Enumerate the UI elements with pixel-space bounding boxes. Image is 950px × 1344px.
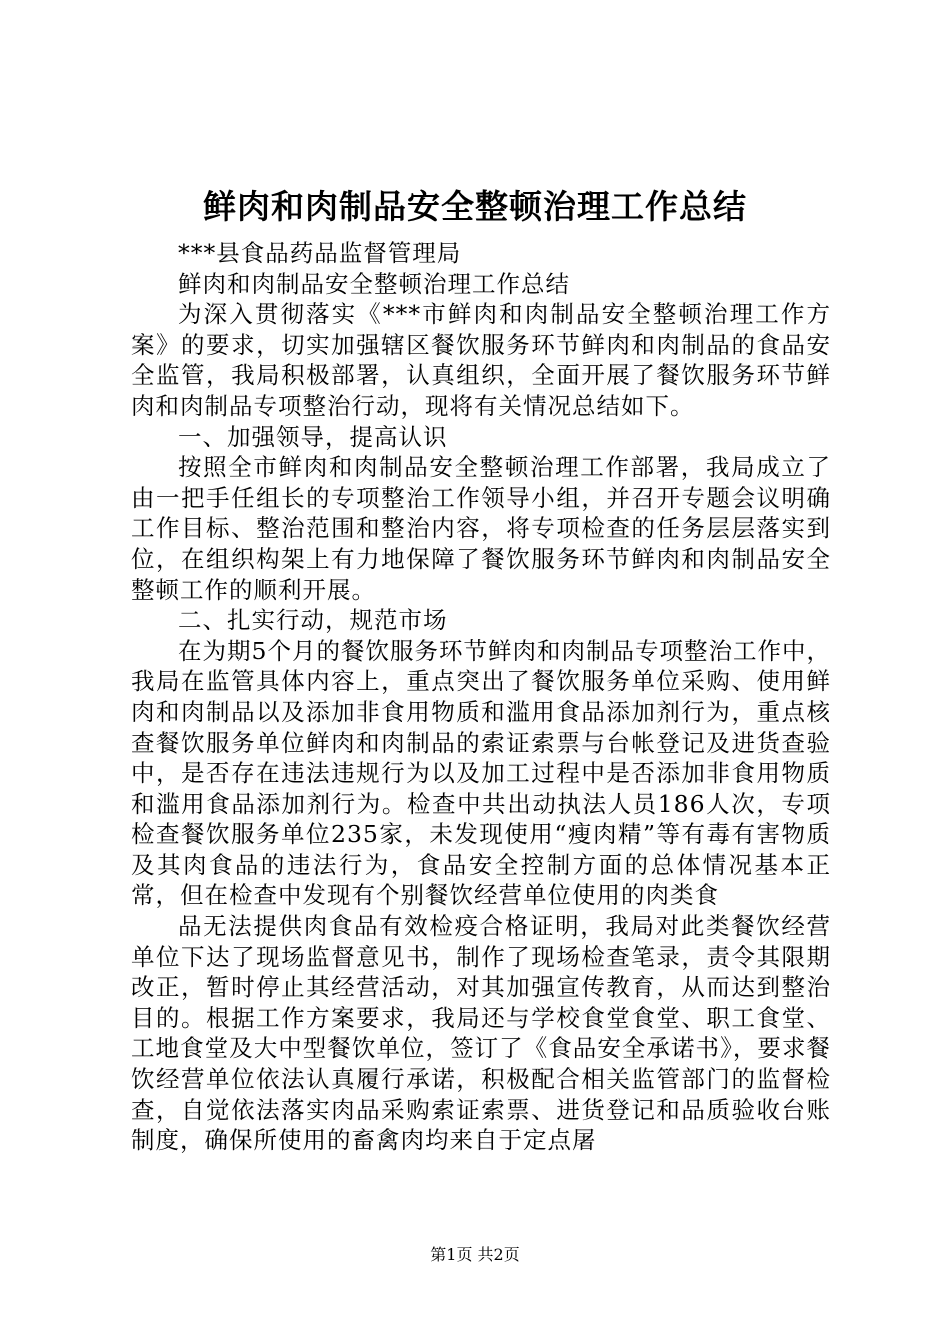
section-2-paragraph: 在为期5个月的餐饮服务环节鲜肉和肉制品专项整治工作中，我局在监管具体内容上，重点突出了餐饮服务单位采购、使用鲜肉和肉制品以及添加非食用物质和滥用食品添加剂行为，重点核查餐饮服务单位鲜肉和肉制品的索证索票与台帐登记及进货查验中，是否存在违法违规行为以及加工过程中是否添加非食用物质和滥用食品添加剂行为。检查中共出动执法人员186人次，专项检查餐饮服务单位235家，未发现使用“瘦肉精”等有毒有害物质及其肉食品的违法行为，食品安全控制方面的总体情况基本正常，但在检查中发现有个别餐饮经营单位使用的肉类食 (131, 636, 831, 910)
document-title: 鲜肉和肉制品安全整顿治理工作总结 (203, 187, 747, 226)
intro-paragraph: 为深入贯彻落实《***市鲜肉和肉制品安全整顿治理工作方案》的要求，切实加强辖区餐饮服务环节鲜肉和肉制品的食品安全监管，我局积极部署，认真组织，全面开展了餐饮服务环节鲜肉和肉制品专项整治行动，现将有关情况总结如下。 (131, 300, 831, 420)
section-heading-2: 二、扎实行动，规范市场 (178, 606, 448, 635)
section-2-continuation-paragraph: 品无法提供肉食品有效检疫合格证明，我局对此类餐饮经营单位下达了现场监督意见书，制作了现场检查笔录，责令其限期改正，暂时停止其经营活动，对其加强宣传教育，从而达到整治目的。根据工作方案要求，我局还与学校食堂食堂、职工食堂、工地食堂及大中型餐饮单位，签订了《食品安全承诺书》，要求餐饮经营单位依法认真履行承诺，积极配合相关监管部门的监督检查，自觉依法落实肉品采购索证索票、进货登记和品质验收台账制度，确保所使用的畜禽肉均来自于定点屠 (131, 912, 831, 1155)
issuer-line: ***县食品药品监督管理局 (178, 239, 462, 267)
section-heading-1: 一、加强领导，提高认识 (178, 422, 448, 451)
section-1-paragraph: 按照全市鲜肉和肉制品安全整顿治理工作部署，我局成立了由一把手任组长的专项整治工作领导小组，并召开专题会议明确工作目标、整治范围和整治内容，将专项检查的任务层层落实到位，在组织构架上有力地保障了餐饮服务环节鲜肉和肉制品安全整顿工作的顺利开展。 (131, 453, 831, 604)
subtitle-line: 鲜肉和肉制品安全整顿治理工作总结 (178, 269, 570, 298)
page-footer: 第1页 共2页 (430, 1245, 520, 1264)
document-body (131, 238, 831, 1156)
